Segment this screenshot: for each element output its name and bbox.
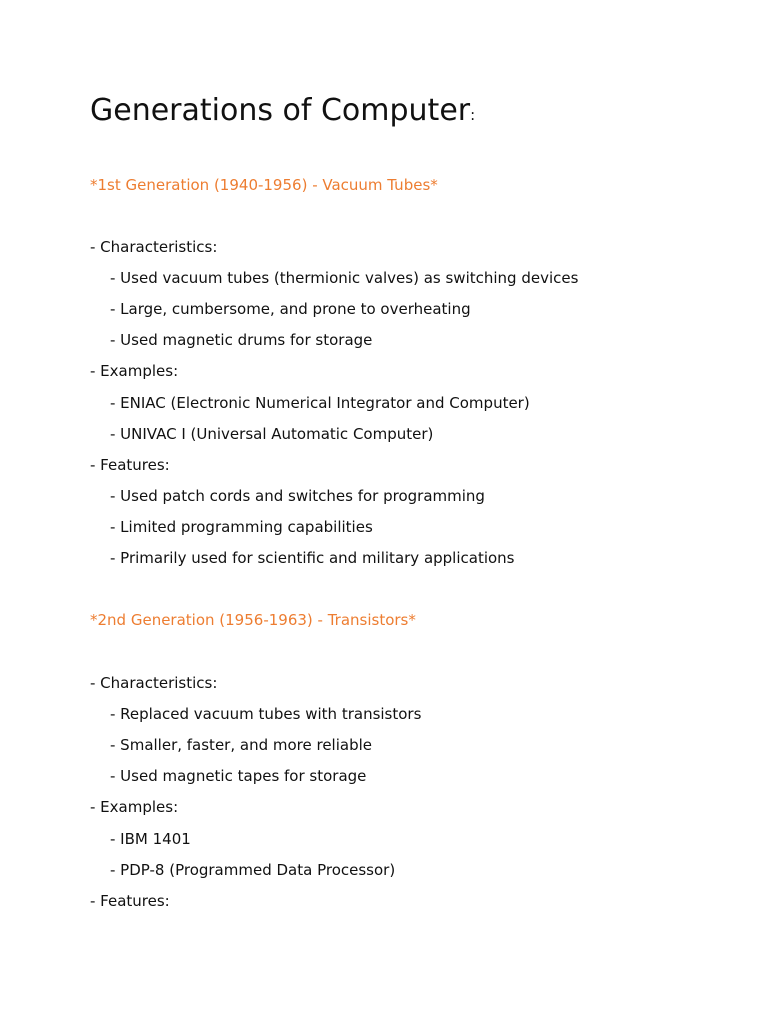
page-title bbox=[90, 93, 475, 133]
list-item: - IBM 1401 bbox=[110, 830, 191, 848]
title-text: Generations of Computer bbox=[90, 93, 471, 128]
list-item: - PDP-8 (Programmed Data Processor) bbox=[110, 861, 396, 879]
section-heading-1st-generation: *1st Generation (1940-1956) - Vacuum Tubes* bbox=[90, 176, 438, 194]
list-item: - Replaced vacuum tubes with transistors bbox=[110, 705, 422, 723]
features-label: - Features: bbox=[90, 892, 170, 910]
features-label: - Features: bbox=[90, 456, 170, 474]
list-item: - Primarily used for scientific and military applications bbox=[110, 549, 515, 567]
title-colon: : bbox=[470, 106, 476, 124]
list-item: - Used patch cords and switches for programming bbox=[110, 487, 485, 505]
list-item: - ENIAC (Electronic Numerical Integrator and Computer) bbox=[110, 394, 530, 412]
list-item: - Used magnetic drums for storage bbox=[110, 331, 373, 349]
list-item: - Used magnetic tapes for storage bbox=[110, 767, 367, 785]
list-item: - Smaller, faster, and more reliable bbox=[110, 736, 372, 754]
list-item: - Used vacuum tubes (thermionic valves) as switching devices bbox=[110, 269, 579, 287]
list-item: - UNIVAC I (Universal Automatic Computer) bbox=[110, 425, 434, 443]
examples-label: - Examples: bbox=[90, 362, 179, 380]
section-heading-2nd-generation: *2nd Generation (1956-1963) - Transistors* bbox=[90, 611, 416, 629]
characteristics-label: - Characteristics: bbox=[90, 238, 218, 256]
characteristics-label: - Characteristics: bbox=[90, 674, 218, 692]
list-item: - Limited programming capabilities bbox=[110, 518, 373, 536]
list-item: - Large, cumbersome, and prone to overheating bbox=[110, 300, 471, 318]
examples-label: - Examples: bbox=[90, 798, 179, 816]
